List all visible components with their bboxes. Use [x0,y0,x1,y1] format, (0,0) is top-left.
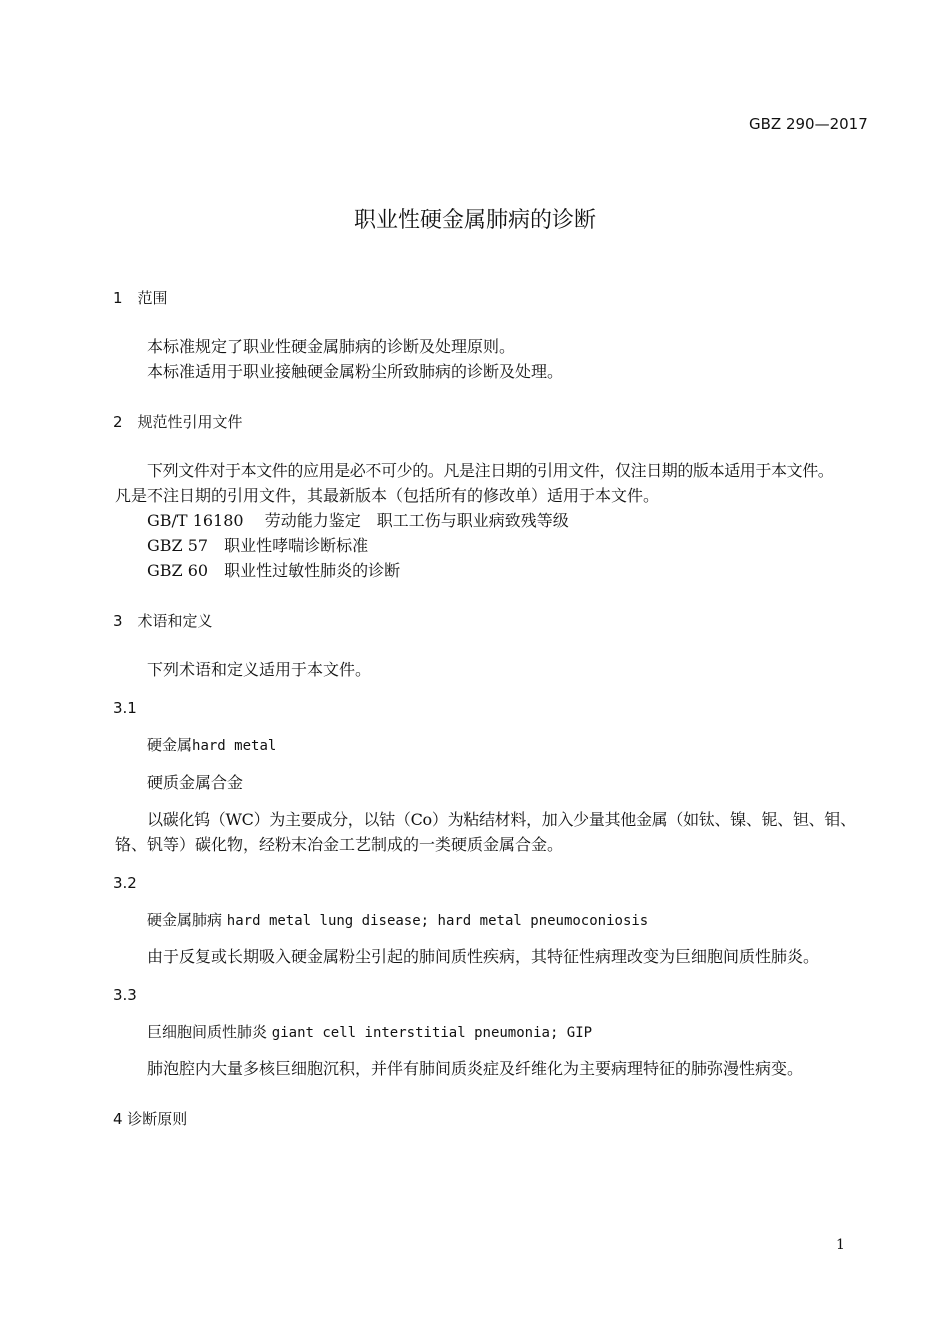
section-4-heading: 4 诊断原则 [113,1110,188,1128]
term-heading [147,1022,592,1043]
reference-code: GBZ 57 [147,536,209,555]
term-heading [147,910,648,931]
definition: 铬、钒等）碳化物，经粉末冶金工艺制成的一类硬质金属合金。 [115,835,564,854]
definition: 以碳化钨（WC）为主要成分，以钴（Co）为粘结材料，加入少量其他金属（如钛、镍、铌、钽、钼、 [147,810,856,829]
paragraph: 下列术语和定义适用于本文件。 [147,660,372,679]
reference-code: GBZ 60 [147,561,209,580]
reference-code: GB/T 16180 [147,511,244,530]
term-number: 3.2 [113,874,137,892]
term-english: hard metal lung disease; hard metal pneumoconiosis [226,913,649,929]
paragraph: 本标准规定了职业性硬金属肺病的诊断及处理原则。 [147,337,516,356]
section-1-heading: 1 范围 [113,289,168,307]
reference-title: 职业性过敏性肺炎的诊断 [224,561,401,580]
reference-title: 劳动能力鉴定 职工工伤与职业病致残等级 [264,511,569,530]
page-title: 职业性硬金属肺病的诊断 [353,208,596,233]
term-english: giant cell interstitial pneumonia; GIP [271,1025,593,1041]
definition: 由于反复或长期吸入硬金属粉尘引起的肺间质性疾病，其特征性病理改变为巨细胞间质性肺炎。 [147,947,820,966]
reference-item [147,511,569,531]
term-synonym: 硬质金属合金 [147,773,244,792]
reference-item [147,536,368,556]
term-heading [147,735,276,756]
page-number: 1 [836,1237,845,1253]
definition: 肺泡腔内大量多核巨细胞沉积，并伴有肺间质炎症及纤维化为主要病理特征的肺弥漫性病变。 [147,1059,804,1078]
term: 硬金属肺病 [147,911,223,929]
paragraph: 本标准适用于职业接触硬金属粉尘所致肺病的诊断及处理。 [147,362,564,381]
section-3-heading: 3 术语和定义 [113,612,213,630]
section-2-heading: 2 规范性引用文件 [113,413,243,431]
paragraph: 下列文件对于本文件的应用是必不可少的。凡是注日期的引用文件，仅注日期的版本适用于本文件。 [147,461,834,480]
standard-number: GBZ 290—2017 [749,115,868,133]
paragraph: 凡是不注日期的引用文件，其最新版本（包括所有的修改单）适用于本文件。 [115,486,660,505]
term: 硬金属 [147,736,193,754]
term-number: 3.1 [113,699,137,717]
term-english: hard metal [192,738,277,754]
reference-title: 职业性哮喘诊断标准 [224,536,369,555]
term: 巨细胞间质性肺炎 [147,1023,268,1041]
reference-item [147,561,400,581]
term-number: 3.3 [113,986,137,1004]
